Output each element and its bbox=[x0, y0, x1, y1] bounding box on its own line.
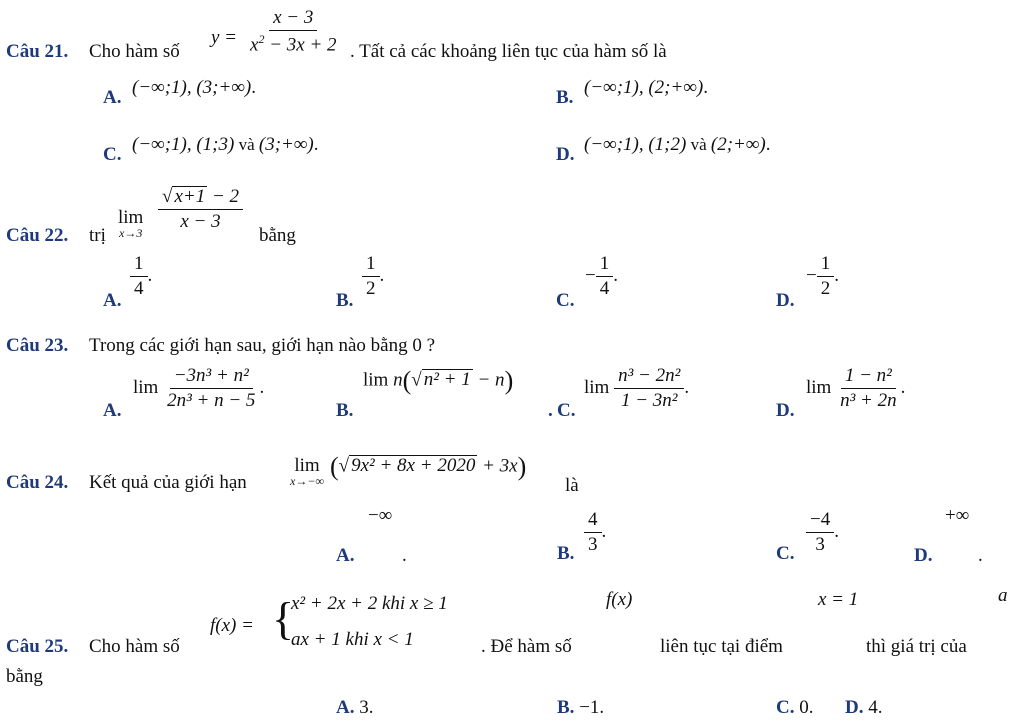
q21-option-a-label[interactable]: A. bbox=[103, 87, 122, 108]
q21-y-eq: y = bbox=[211, 27, 238, 48]
q24-option-d-tail: . bbox=[978, 545, 983, 566]
q25-function-lhs: f(x) = bbox=[210, 615, 254, 636]
q24-option-a-value[interactable]: −∞ bbox=[368, 505, 393, 526]
q22-option-b-label[interactable]: B. bbox=[336, 290, 354, 311]
q22-option-d-value[interactable]: − $\frac{1}{2}$ . bbox=[806, 253, 839, 299]
q23-question-text: Trong các giới hạn sau, giới hạn nào bằng 0 ? bbox=[89, 335, 436, 356]
q23-option-b-tail: . bbox=[548, 400, 553, 421]
q25-option-a[interactable]: A. 3. bbox=[336, 697, 374, 718]
q21-option-d-math[interactable]: (−∞;1), (1;2) và (2;+∞). bbox=[584, 134, 771, 155]
q24-limit-operator: lim x→−∞ bbox=[290, 455, 324, 488]
q22-fraction-denominator: x − 3 bbox=[180, 210, 221, 232]
q24-text-prefix: Kết quả của giới hạn bbox=[89, 472, 247, 493]
q23-label: Câu 23. bbox=[6, 335, 69, 356]
q24-option-d-label[interactable]: D. bbox=[914, 545, 933, 566]
q21-fraction-numerator: x − 3 bbox=[269, 8, 317, 31]
q25-function-name: f(x) bbox=[606, 589, 633, 610]
q25-text-3: thì giá trị của bbox=[866, 636, 967, 657]
q21-text-prefix: Cho hàm số bbox=[89, 41, 180, 62]
q22-option-a-value[interactable]: $\frac{1}{4}$ . bbox=[130, 254, 152, 299]
q23-option-c-label[interactable]: C. bbox=[557, 400, 576, 421]
q25-option-d[interactable]: D. 4. bbox=[845, 697, 883, 718]
q24-option-a-tail: . bbox=[402, 545, 407, 566]
q24-option-a-label[interactable]: A. bbox=[336, 545, 355, 566]
q21-option-c-math[interactable]: (−∞;1), (1;3) và (3;+∞). bbox=[132, 134, 319, 155]
q23-option-a-label[interactable]: A. bbox=[103, 400, 122, 421]
q24-option-c-label[interactable]: C. bbox=[776, 543, 795, 564]
q23-option-a-math[interactable]: lim $\frac{\text{−3n³ + n²}}{\text{2n³ + n − 5}}$ . bbox=[133, 365, 265, 411]
q21-option-b-label[interactable]: B. bbox=[556, 87, 574, 108]
q25-label: Câu 25. bbox=[6, 636, 69, 657]
q23-option-b-label[interactable]: B. bbox=[336, 400, 354, 421]
q22-fraction-numerator: √ x+1 − 2 bbox=[158, 186, 243, 210]
q21-option-a-math[interactable]: (−∞;1), (3;+∞). bbox=[132, 77, 256, 98]
q22-option-b-value[interactable]: $\frac{1}{2}$ . bbox=[362, 254, 384, 299]
q25-point: x = 1 bbox=[818, 589, 859, 610]
q25-text-prefix: Cho hàm số bbox=[89, 636, 180, 657]
q22-option-c-value[interactable]: − $\frac{1}{4}$ . bbox=[585, 253, 618, 299]
q22-label: Câu 22. bbox=[6, 225, 69, 246]
q24-option-d-value[interactable]: +∞ bbox=[945, 505, 970, 526]
q22-option-a-label[interactable]: A. bbox=[103, 290, 122, 311]
q25-option-c[interactable]: C. 0. bbox=[776, 697, 814, 718]
q21-option-d-label[interactable]: D. bbox=[556, 144, 575, 165]
q21-option-b-math[interactable]: (−∞;1), (2;+∞). bbox=[584, 77, 708, 98]
q24-option-c-value[interactable]: $\frac{-4}{3}$ . bbox=[806, 510, 839, 555]
q23-option-d-label[interactable]: D. bbox=[776, 400, 795, 421]
q22-limit-operator: lim x→3 bbox=[118, 207, 144, 240]
q24-option-b-value[interactable]: $\frac{4}{3}$ . bbox=[584, 510, 606, 555]
q23-option-c-math[interactable]: lim $\frac{\text{n³ − 2n²}}{\text{1 − 3n²}}$ . bbox=[584, 365, 690, 411]
q24-label: Câu 24. bbox=[6, 472, 69, 493]
q24-option-b-label[interactable]: B. bbox=[557, 543, 575, 564]
q21-function-fraction bbox=[246, 8, 341, 55]
q25-text-2: liên tục tại điểm bbox=[660, 636, 783, 657]
q22-text-suffix: bằng bbox=[259, 225, 296, 246]
q22-limit-fraction bbox=[158, 186, 243, 232]
q24-limit-expression: (√ 9x² + 8x + 2020 + 3x) bbox=[330, 452, 527, 481]
q23-option-d-math[interactable]: lim $\frac{\text{1 − n²}}{\text{n³ + 2n}}$ . bbox=[806, 365, 906, 411]
q21-label: Câu 21. bbox=[6, 41, 69, 62]
q25-text-1: . Để hàm số bbox=[481, 636, 572, 657]
q25-case-1: x² + 2x + 2 khi x ≥ 1 bbox=[291, 593, 448, 614]
q21-fraction-denominator: $x^2 - 3x + 2$ bbox=[250, 31, 337, 56]
q22-text-prefix: trị bbox=[89, 225, 106, 246]
q21-option-c-label[interactable]: C. bbox=[103, 144, 122, 165]
q22-option-d-label[interactable]: D. bbox=[776, 290, 795, 311]
q25-parameter: a bbox=[998, 585, 1008, 606]
q25-brace: { bbox=[272, 593, 295, 644]
q24-text-suffix: là bbox=[565, 475, 579, 496]
q25-case-2: ax + 1 khi x < 1 bbox=[291, 629, 414, 650]
q21-text-suffix: . Tất cả các khoảng liên tục của hàm số là bbox=[350, 41, 667, 62]
q25-text-4: bằng bbox=[6, 666, 43, 687]
q22-option-c-label[interactable]: C. bbox=[556, 290, 575, 311]
q23-option-b-math[interactable]: lim n(√ n² + 1 − n) bbox=[363, 366, 514, 395]
q25-option-b[interactable]: B. −1. bbox=[557, 697, 605, 718]
